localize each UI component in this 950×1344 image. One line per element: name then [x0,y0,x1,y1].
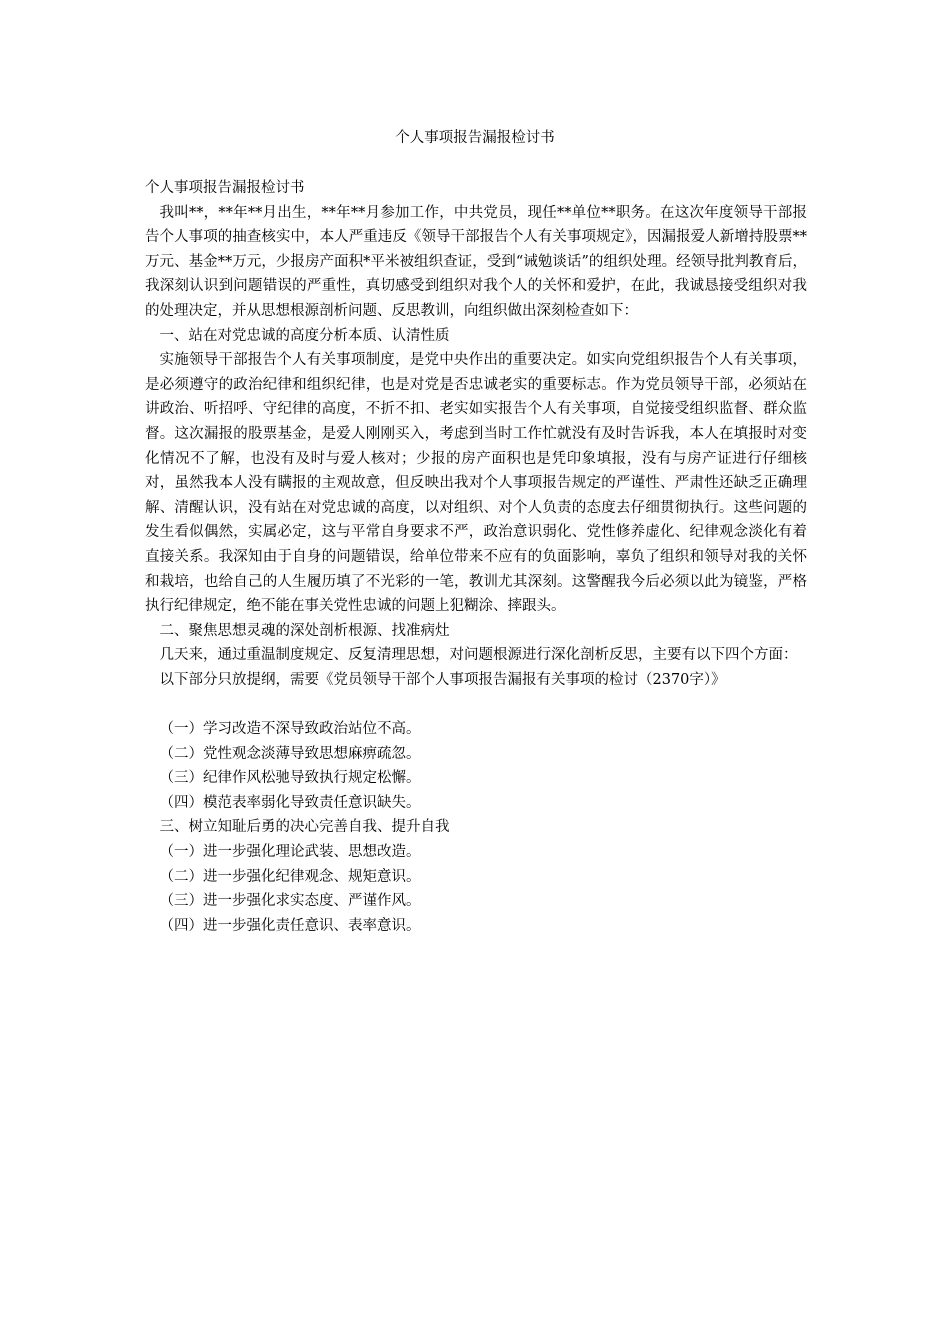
section-2-item: （四）模范表率弱化导致责任意识缺失。 [159,794,421,811]
section-1-paragraph: 实施领导干部报告个人有关事项制度，是党中央作出的重要决定。如实向党组织报告个人有关事项，是必须遵守的政治纪律和组织纪律，也是对党是否忠诚老实的重要标志。作为党员领导干部，必须站在讲政治、听招呼、守纪律的高度，不折不扣、老实如实报告个人有关事项，自觉接受组织监督、群众监督。这次漏报的股票基金，是爱人刚刚买入，考虑到当时工作忙就没有及时告诉我，本人在填报时对变化情况不了解，也没有及时与爱人核对；少报的房产面积也是凭印象填报，没有与房产证进行仔细核对，虽然我本人没有瞒报的主观故意，但反映出我对个人事项报告规定的严谨性、严肃性还缺乏正确理解、清醒认识，没有站在对党忠诚的高度，以对组织、对个人负责的态度去仔细贯彻执行。这些问题的发生看似偶然，实属必定，这与平常自身要求不严，政治意识弱化、党性修养虚化、纪律观念淡化有着直接关系。我深知由于自身的问题错误，给单位带来不应有的负面影响，辜负了组织和领导对我的关怀和栽培，也给自己的人生履历填了不光彩的一笔，教训尤其深刻。这警醒我今后必须以此为镜鉴，严格执行纪律规定，绝不能在事关党性忠诚的问题上犯糊涂、摔跟头。 [145,352,807,615]
section-2-paragraph: 几天来，通过重温制度规定、反复清理思想，对问题根源进行深化剖析反思，主要有以下四个方面： [159,647,798,664]
section-3-item: （四）进一步强化责任意识、表率意识。 [159,917,421,934]
intro-paragraph: 我叫**，**年**月出生，**年**月参加工作，中共党员，现任**单位**职务。在这次年度领导干部报告个人事项的抽查核实中，本人严重违反《领导干部报告个人有关事项规定》，因漏报爱人新增持股票**万元、基金**万元，少报房产面积*平米被组织查证，受到“诫勉谈话”的组织处理。经领导批判教育后，我深刻认识到问题错误的严重性，真切感受到组织对我个人的关怀和爱护，在此，我诚恳接受组织对我的处理决定，并从思想根源剖析问题、反思教训，向组织做出深刻检查如下： [145,204,807,319]
outline-note: 以下部分只放提纲，需要《党员领导干部个人事项报告漏报有关事项的检讨（2370字）》 [159,671,726,688]
section-3-item: （一）进一步强化理论武装、思想改造。 [159,844,421,861]
section-2-item: （三）纪律作风松驰导致执行规定松懈。 [159,770,421,787]
section-heading-2: 二、聚焦思想灵魂的深处剖析根源、找准病灶 [159,622,450,639]
document-body [145,176,807,938]
section-heading-3: 三、树立知耻后勇的决心完善自我、提升自我 [159,819,450,836]
document-subtitle: 个人事项报告漏报检讨书 [145,180,305,196]
section-2-item: （一）学习改造不深导致政治站位不高。 [159,721,421,738]
document-title: 个人事项报告漏报检讨书 [395,130,555,146]
section-heading-1: 一、站在对党忠诚的高度分析本质、认清性质 [159,327,450,344]
blank-line [145,692,807,717]
section-3-item: （三）进一步强化求实态度、严谨作风。 [159,893,421,910]
section-3-item: （二）进一步强化纪律观念、规矩意识。 [159,868,421,885]
section-2-item: （二）党性观念淡薄导致思想麻痹疏忽。 [159,745,421,762]
